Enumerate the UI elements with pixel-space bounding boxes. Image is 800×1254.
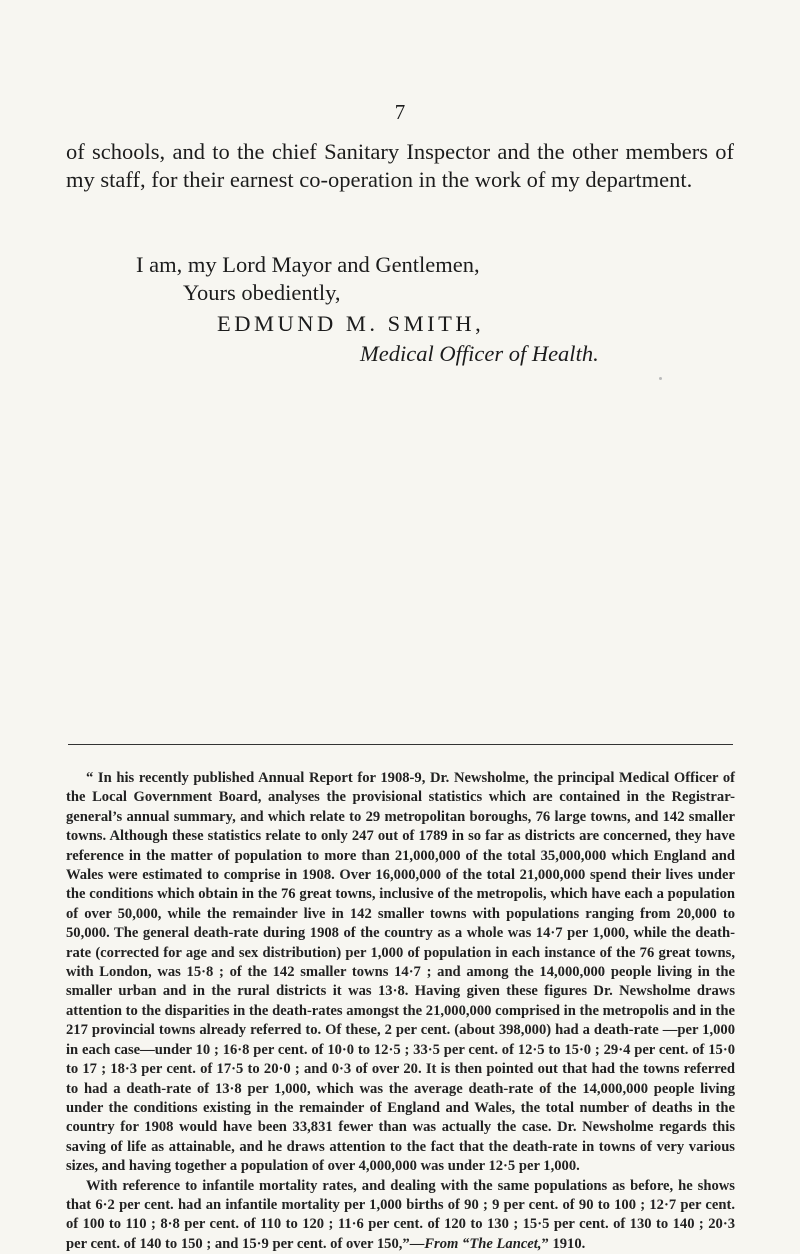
footnote-paragraph-2-text: With reference to infantile mortality rates, and dealing with the same populations as before, he shows that 6·2 per cent. had an infantile mortality per 1,000 births of 90 ; 9 per cent. of 90 to 100 ; 12·7 per cent. of 100 to 110 ; 8·8 per cent. of 110 to 120 ; 11·6 per cent. of 120 to 130 ; 15·5 per cent. of 130 to 140 ; 20·3 per cent. of 140 to 150 ; and 15·9 per cent. of over 150,”— [66, 1177, 735, 1252]
signatory-name: EDMUND M. SMITH, [217, 311, 485, 336]
footnote-divider [68, 744, 733, 745]
footnote [66, 769, 735, 1254]
footnote-source-title: The Lancet, [469, 1235, 542, 1252]
valediction: Yours obediently, [183, 280, 341, 305]
footnote-paragraph-2 [66, 1177, 735, 1254]
footnote-source-suffix: ” 1910. [541, 1235, 586, 1252]
signatory-title: Medical Officer of Health. [360, 341, 599, 366]
salutation: I am, my Lord Mayor and Gentlemen, [136, 252, 480, 277]
print-speck [659, 377, 662, 380]
footnote-paragraph-1: “ In his recently published Annual Report for 1908-9, Dr. Newsholme, the principal Medical Officer of the Local Government Board, analyses the provisional statistics which are contained in the Registrar-general’s annual summary, and which relate to 29 metropolitan boroughs, 76 large towns, and 142 smaller towns. Although these statistics relate to only 247 out of 1789 in so far as districts are concerned, they have reference in the matter of population to more than 21,000,000 of the total 35,000,000 which England and Wales were estimated to comprise in 1908. Over 16,000,000 of the total 21,000,000 spend their lives under the conditions which obtain in the 76 great towns, inclusive of the metropolis, which have each a population of over 50,000, while the remainder live in 142 smaller towns with populations ranging from 20,000 to 50,000. The general death-rate during 1908 of the country as a whole was 14·7 per 1,000, while the death-rate (corrected for age and sex distribution) per 1,000 of population in each instance of the 76 great towns, with London, was 15·8 ; of the 142 smaller towns 14·7 ; and among the 14,000,000 people living in the smaller urban and in the rural districts it was 13·8. Having given these figures Dr. Newsholme draws attention to the disparities in the death-rates amongst the 21,000,000 comprised in the metropolis and in the 217 provincial towns already referred to. Of these, 2 per cent. (about 398,000) had a death-rate —per 1,000 in each case—under 10 ; 16·8 per cent. of 10·0 to 12·5 ; 33·5 per cent. of 12·5 to 15·0 ; 29·4 per cent. of 15·0 to 17 ; 18·3 per cent. of 17·5 to 20·0 ; and 0·3 of over 20. It is then pointed out that had the towns referred to had a death-rate of 13·8 per 1,000, which was the average death-rate of the 14,000,000 people living under the conditions existing in the remainder of England and Wales, the total number of deaths in the country for 1908 would have been 33,831 fewer than was actually the case. Dr. Newsholme regards this saving of life as attainable, and he draws attention to the fact that the death-rate in towns of very various sizes, and having together a population of over 4,000,000 was under 12·5 per 1,000. [66, 770, 735, 1175]
letter-intro: of schools, and to the chief Sanitary Inspector and the other members of my staff, for their earnest co-operation in the work of my department. [66, 139, 734, 192]
footnote-source-prefix: From “ [424, 1235, 470, 1252]
page-number: 7 [394, 100, 406, 124]
